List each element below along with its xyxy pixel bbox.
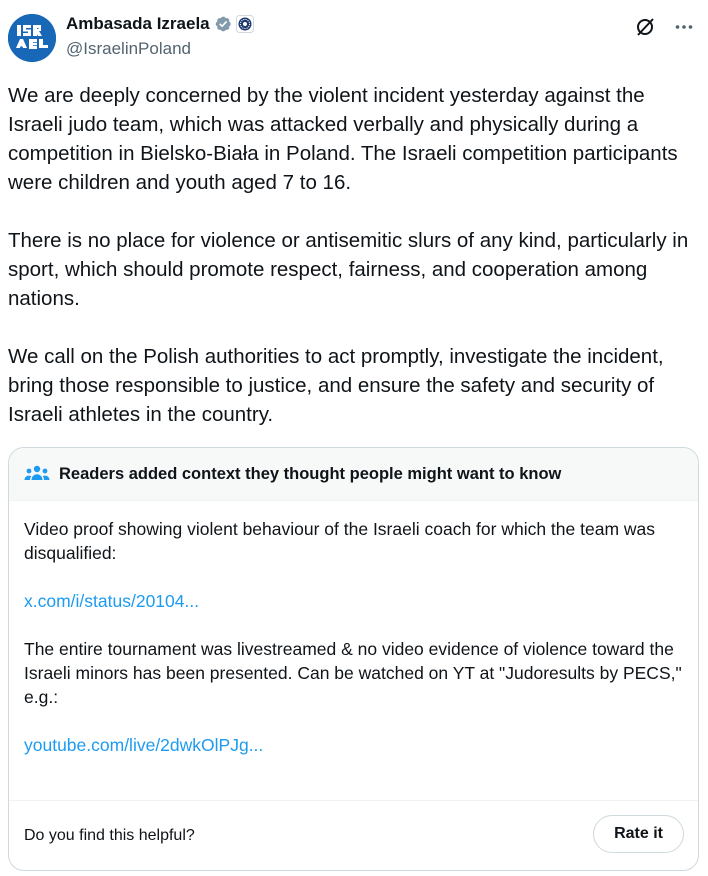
tweet-paragraph: We are deeply concerned by the violent incident yesterday against the Israeli judo team, which was attacked verbally and physically during a competition in Bielsko-Biała in Poland. The Israeli competition participants were children and youth aged 7 to 16. — [8, 84, 678, 194]
note-text: Video proof showing violent behaviour of the Israeli coach for which the team was disqualified: — [24, 519, 656, 563]
tweet-paragraph: There is no place for violence or antisemitic slurs of any kind, particularly in sport, which should promote respect, fairness, and cooperation among nations. — [8, 229, 689, 310]
helpful-question: Do you find this helpful? — [24, 826, 195, 844]
community-note-header[interactable] — [9, 448, 698, 501]
tweet-actions — [634, 16, 694, 38]
government-seal-icon[interactable] — [236, 15, 254, 33]
people-icon — [24, 464, 50, 484]
community-note-footer — [9, 800, 698, 870]
community-note — [8, 447, 699, 871]
display-name[interactable]: Ambasada Izraela — [66, 14, 210, 33]
note-text: The entire tournament was livestreamed & no video evidence of violence toward the Israeli minors has been presented. Can be watched on YT at "Judoresults by PECS," e.g.: — [24, 639, 682, 707]
handle[interactable]: @IsraelinPoland — [66, 39, 191, 58]
community-note-title: Readers added context they thought people might want to know — [59, 464, 562, 483]
author-names — [66, 12, 254, 59]
community-note-body — [9, 501, 698, 757]
note-link[interactable]: x.com/i/status/20104... — [24, 591, 200, 611]
note-link[interactable]: youtube.com/live/2dwkOlPJg... — [24, 735, 264, 755]
slashed-circle-icon[interactable] — [634, 16, 656, 38]
avatar[interactable] — [8, 14, 56, 62]
israel-logo-icon — [8, 14, 56, 62]
tweet-paragraph: We call on the Polish authorities to act promptly, investigate the incident, bring those responsible to justice, and ensure the safety and security of Israeli athletes in the country. — [8, 345, 664, 426]
more-options-icon[interactable] — [674, 17, 694, 37]
tweet-text — [8, 81, 698, 429]
verified-badge-icon[interactable] — [214, 15, 232, 33]
tweet-header — [8, 10, 700, 66]
rate-it-button[interactable]: Rate it — [593, 815, 684, 853]
